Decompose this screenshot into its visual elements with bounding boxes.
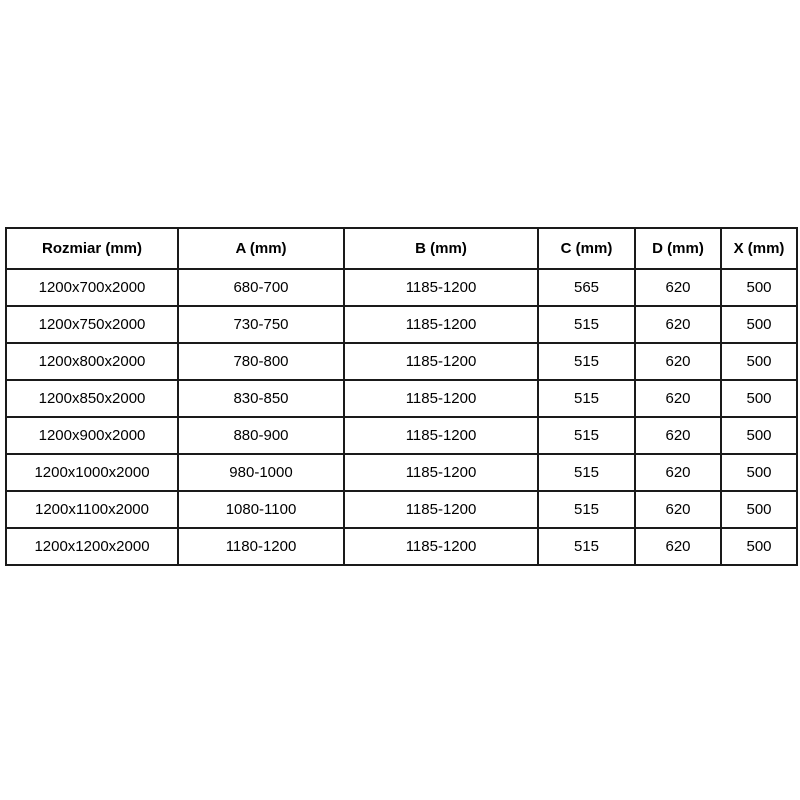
cell-c: 515	[538, 454, 635, 491]
cell-c: 515	[538, 417, 635, 454]
cell-x: 500	[721, 454, 797, 491]
cell-d: 620	[635, 380, 721, 417]
cell-a: 730-750	[178, 306, 344, 343]
table-row	[6, 343, 797, 380]
cell-a: 1180-1200	[178, 528, 344, 565]
cell-rozmiar: 1200x750x2000	[6, 306, 178, 343]
cell-rozmiar: 1200x700x2000	[6, 269, 178, 306]
cell-rozmiar: 1200x1200x2000	[6, 528, 178, 565]
cell-c: 515	[538, 528, 635, 565]
cell-b: 1185-1200	[344, 380, 538, 417]
column-header-c: C (mm)	[538, 228, 635, 269]
table-row	[6, 491, 797, 528]
cell-a: 980-1000	[178, 454, 344, 491]
cell-rozmiar: 1200x1100x2000	[6, 491, 178, 528]
cell-b: 1185-1200	[344, 343, 538, 380]
cell-rozmiar: 1200x900x2000	[6, 417, 178, 454]
table-header-row	[6, 228, 797, 269]
cell-b: 1185-1200	[344, 306, 538, 343]
cell-b: 1185-1200	[344, 269, 538, 306]
table-row	[6, 306, 797, 343]
cell-rozmiar: 1200x850x2000	[6, 380, 178, 417]
table-row	[6, 380, 797, 417]
cell-c: 515	[538, 491, 635, 528]
table-row	[6, 528, 797, 565]
cell-x: 500	[721, 343, 797, 380]
cell-x: 500	[721, 380, 797, 417]
cell-d: 620	[635, 417, 721, 454]
cell-x: 500	[721, 306, 797, 343]
column-header-x: X (mm)	[721, 228, 797, 269]
column-header-rozmiar: Rozmiar (mm)	[6, 228, 178, 269]
cell-a: 780-800	[178, 343, 344, 380]
table-row	[6, 417, 797, 454]
cell-c: 565	[538, 269, 635, 306]
cell-d: 620	[635, 306, 721, 343]
column-header-a: A (mm)	[178, 228, 344, 269]
cell-d: 620	[635, 491, 721, 528]
cell-d: 620	[635, 528, 721, 565]
table-row	[6, 454, 797, 491]
cell-x: 500	[721, 528, 797, 565]
table-row	[6, 269, 797, 306]
cell-a: 880-900	[178, 417, 344, 454]
cell-c: 515	[538, 306, 635, 343]
cell-x: 500	[721, 417, 797, 454]
cell-rozmiar: 1200x800x2000	[6, 343, 178, 380]
cell-c: 515	[538, 380, 635, 417]
cell-a: 1080-1100	[178, 491, 344, 528]
cell-b: 1185-1200	[344, 528, 538, 565]
cell-x: 500	[721, 491, 797, 528]
cell-d: 620	[635, 343, 721, 380]
cell-c: 515	[538, 343, 635, 380]
cell-b: 1185-1200	[344, 491, 538, 528]
cell-rozmiar: 1200x1000x2000	[6, 454, 178, 491]
cell-d: 620	[635, 269, 721, 306]
cell-b: 1185-1200	[344, 454, 538, 491]
cell-b: 1185-1200	[344, 417, 538, 454]
cell-x: 500	[721, 269, 797, 306]
dimensions-table	[5, 227, 798, 566]
cell-a: 680-700	[178, 269, 344, 306]
column-header-d: D (mm)	[635, 228, 721, 269]
cell-a: 830-850	[178, 380, 344, 417]
column-header-b: B (mm)	[344, 228, 538, 269]
cell-d: 620	[635, 454, 721, 491]
